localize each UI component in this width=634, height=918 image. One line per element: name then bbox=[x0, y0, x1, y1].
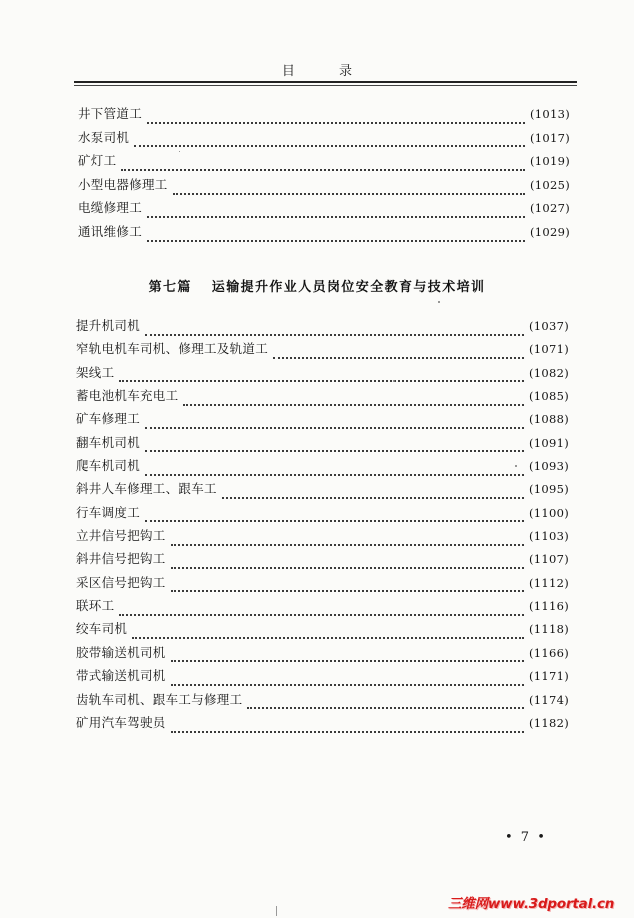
toc-entry-label: 小型电器修理工 bbox=[78, 176, 168, 192]
dot-leader bbox=[121, 159, 525, 171]
toc-entry-page: (1174) bbox=[528, 692, 569, 707]
toc-entry-page: (1037) bbox=[528, 319, 569, 333]
toc-entry-label: 蓄电池机车充电工 bbox=[76, 388, 179, 404]
header-rule bbox=[74, 81, 577, 83]
dot-leader bbox=[145, 324, 524, 336]
toc-entry-label: 行车调度工 bbox=[76, 504, 141, 520]
dot-leader bbox=[273, 347, 524, 359]
toc-entry-label: 绞车司机 bbox=[76, 621, 128, 637]
toc-entry[interactable] bbox=[76, 341, 569, 364]
toc-entry-label: 通讯维修工 bbox=[78, 223, 143, 239]
toc-entry[interactable] bbox=[76, 318, 569, 341]
toc-entry[interactable] bbox=[78, 106, 570, 130]
dot-leader bbox=[222, 487, 524, 499]
toc-entry-label: 矿灯工 bbox=[78, 153, 117, 169]
dot-leader bbox=[145, 464, 524, 476]
toc-entry[interactable] bbox=[76, 668, 569, 691]
toc-entry[interactable] bbox=[76, 621, 569, 644]
toc-entry-page: (1103) bbox=[528, 529, 569, 544]
toc-entry-page: (1171) bbox=[528, 669, 569, 684]
toc-entry[interactable] bbox=[76, 435, 569, 458]
toc-entry[interactable] bbox=[76, 505, 569, 528]
scan-speck bbox=[438, 301, 440, 303]
section-heading[interactable] bbox=[0, 276, 634, 295]
toc-entry-label: 爬车机司机 bbox=[76, 458, 141, 474]
toc-entry-page: (1071) bbox=[528, 342, 569, 357]
toc-entry[interactable] bbox=[78, 153, 570, 177]
toc-entry-page: (1166) bbox=[528, 645, 569, 660]
toc-entry-page: (1093) bbox=[528, 459, 569, 474]
toc-entry[interactable] bbox=[76, 411, 569, 434]
dot-leader bbox=[171, 650, 524, 662]
toc-entry-page: (1029) bbox=[529, 224, 570, 239]
toc-entry-page: (1095) bbox=[528, 482, 569, 497]
toc-entry[interactable] bbox=[76, 481, 569, 504]
toc-entry[interactable] bbox=[76, 598, 569, 621]
toc-entry[interactable] bbox=[78, 224, 570, 248]
toc-entry-label: 翻车机司机 bbox=[76, 434, 141, 450]
dot-leader bbox=[171, 557, 524, 569]
section-number: 第七篇 bbox=[148, 280, 192, 295]
toc-entry-label: 采区信号把钩工 bbox=[76, 574, 166, 590]
dot-leader bbox=[147, 206, 525, 218]
dot-leader bbox=[247, 697, 524, 709]
dot-leader bbox=[119, 604, 524, 616]
toc-entry[interactable] bbox=[78, 177, 570, 201]
toc-entry[interactable] bbox=[76, 575, 569, 598]
toc-entry-label: 斜井信号把钩工 bbox=[76, 551, 166, 567]
dot-leader bbox=[132, 627, 524, 639]
toc-entry-label: 水泵司机 bbox=[78, 129, 130, 145]
dot-leader bbox=[173, 183, 525, 195]
dot-leader bbox=[145, 510, 524, 522]
dot-leader bbox=[145, 417, 524, 429]
binding-mark bbox=[276, 906, 277, 916]
toc-entry-label: 窄轨电机车司机、修理工及轨道工 bbox=[76, 341, 269, 357]
toc-entry-label: 矿车修理工 bbox=[76, 411, 141, 427]
dot-leader bbox=[145, 440, 524, 452]
toc-entry-label: 齿轨车司机、跟车工与修理工 bbox=[76, 691, 243, 707]
toc-entry-page: (1116) bbox=[528, 599, 569, 614]
toc-entry[interactable] bbox=[76, 645, 569, 668]
toc-entry-label: 井下管道工 bbox=[78, 106, 143, 121]
section-title: 运输提升作业人员岗位安全教育与技术培训 bbox=[211, 280, 486, 295]
toc-entry[interactable] bbox=[78, 200, 570, 224]
toc-entry-page: (1085) bbox=[528, 389, 569, 404]
toc-entry[interactable] bbox=[76, 388, 569, 411]
toc-entry-page: (1112) bbox=[528, 575, 569, 590]
toc-entry-label: 胶带输送机司机 bbox=[76, 644, 166, 660]
dot-leader bbox=[183, 394, 524, 406]
toc-entry-page: (1088) bbox=[528, 412, 569, 427]
toc-entry-label: 电缆修理工 bbox=[78, 200, 143, 216]
toc-entry-label: 带式输送机司机 bbox=[76, 668, 166, 684]
toc-entry-page: (1082) bbox=[528, 365, 569, 380]
toc-entry-label: 矿用汽车驾驶员 bbox=[76, 714, 166, 730]
toc-entry-page: (1019) bbox=[529, 154, 570, 169]
toc-entry-page: (1027) bbox=[529, 201, 570, 216]
dot-leader bbox=[171, 721, 524, 733]
toc-entry[interactable] bbox=[76, 365, 569, 388]
toc-entry-label: 立井信号把钩工 bbox=[76, 528, 166, 544]
toc-entry[interactable] bbox=[76, 715, 569, 738]
header-rule-thin bbox=[74, 85, 577, 86]
dot-leader bbox=[171, 534, 524, 546]
dot-leader bbox=[171, 580, 524, 592]
dot-leader bbox=[171, 674, 524, 686]
scan-speck bbox=[393, 380, 395, 382]
toc-entry-page: (1017) bbox=[529, 130, 570, 145]
scan-speck bbox=[179, 151, 180, 152]
toc-entry[interactable] bbox=[78, 130, 570, 154]
toc-list-top bbox=[78, 106, 570, 248]
toc-entry[interactable] bbox=[76, 528, 569, 551]
toc-entry-page: (1013) bbox=[529, 107, 570, 121]
page-number: • 7 • bbox=[505, 830, 547, 845]
toc-entry-page: (1182) bbox=[528, 715, 569, 730]
toc-entry-page: (1118) bbox=[528, 622, 569, 637]
toc-entry-page: (1025) bbox=[529, 177, 570, 192]
toc-entry-label: 斜井人车修理工、跟车工 bbox=[76, 481, 217, 497]
dot-leader bbox=[147, 230, 525, 242]
toc-entry[interactable] bbox=[76, 551, 569, 574]
dot-leader bbox=[134, 135, 525, 147]
toc-entry-page: (1100) bbox=[528, 505, 569, 520]
toc-entry[interactable] bbox=[76, 692, 569, 715]
dot-leader bbox=[119, 370, 524, 382]
toc-list-bottom bbox=[76, 318, 569, 738]
dot-leader bbox=[147, 112, 525, 124]
watermark-logo: 三维网www.3dportal.cn bbox=[448, 896, 615, 912]
toc-entry-label: 联环工 bbox=[76, 598, 115, 614]
toc-entry[interactable] bbox=[76, 458, 569, 481]
toc-entry-label: 架线工 bbox=[76, 364, 115, 380]
toc-entry-page: (1107) bbox=[528, 552, 569, 567]
toc-entry-label: 提升机司机 bbox=[76, 318, 141, 333]
toc-entry-page: (1091) bbox=[528, 435, 569, 450]
page-header-title: 目 录 bbox=[281, 64, 373, 79]
scan-speck bbox=[515, 465, 517, 467]
